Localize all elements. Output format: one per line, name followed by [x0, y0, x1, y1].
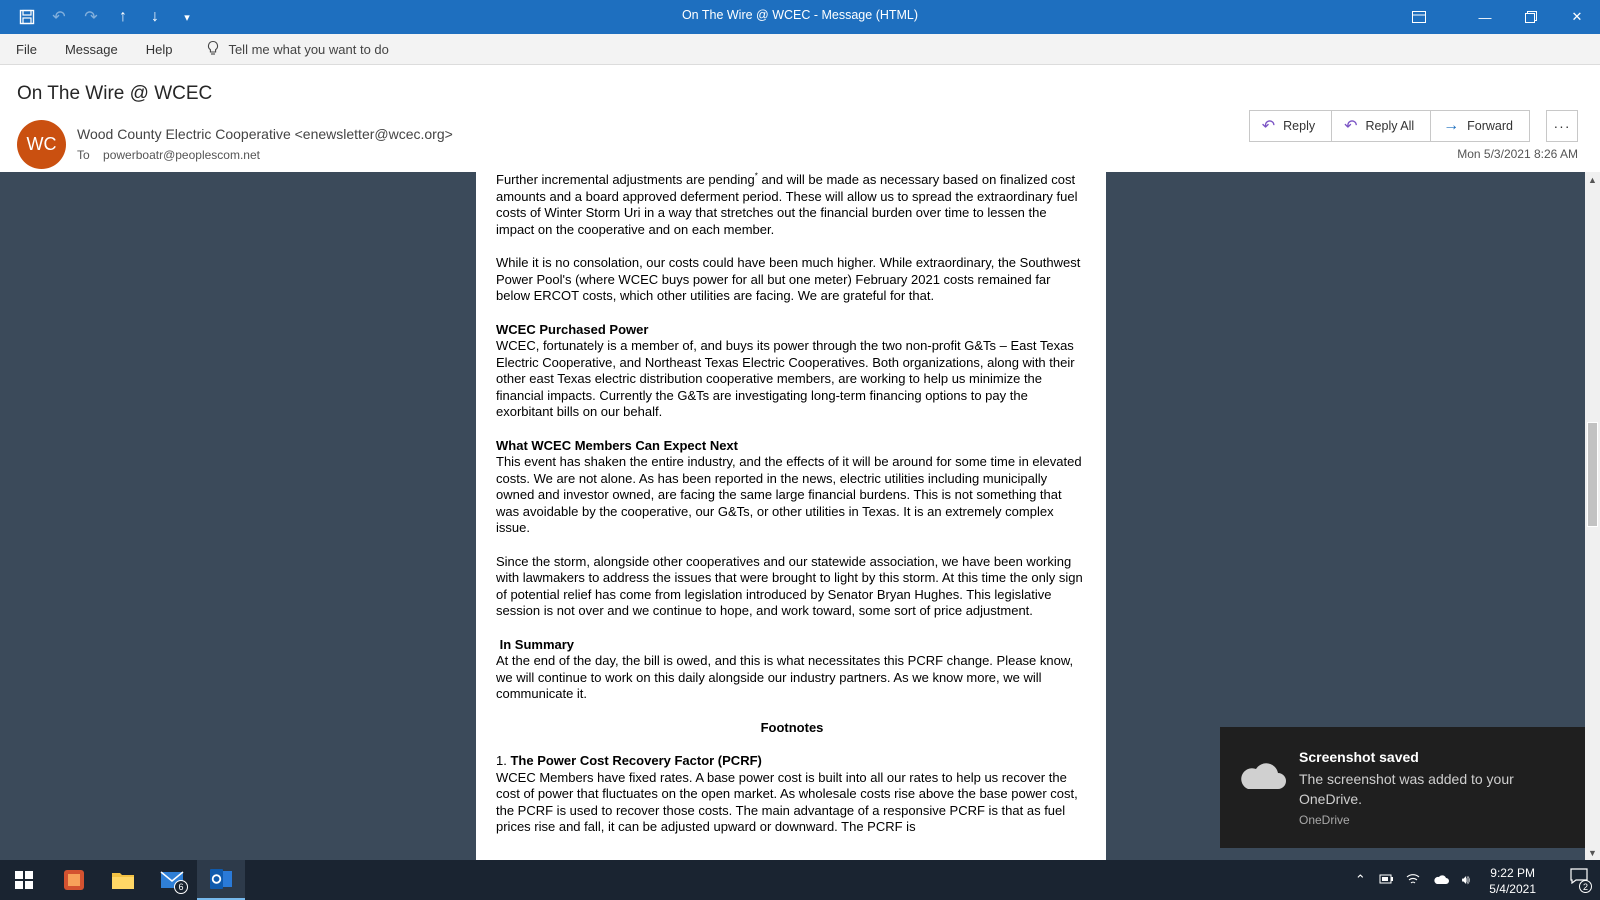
- toast-source: OneDrive: [1299, 813, 1350, 827]
- redo-icon[interactable]: ↷: [84, 9, 98, 26]
- wifi-icon[interactable]: [1406, 873, 1420, 888]
- menu-file[interactable]: File: [16, 41, 37, 57]
- sender[interactable]: Wood County Electric Cooperative <enewsletter@wcec.org>: [77, 126, 453, 142]
- message-header: [0, 65, 1600, 172]
- tell-me-label: Tell me what you want to do: [228, 41, 389, 57]
- more-actions-button[interactable]: ···: [1546, 110, 1578, 142]
- title-bar: [0, 0, 1600, 34]
- paragraph: Since the storm, alongside other cooperatives and our statewide association, we have been working with lawmakers to address the issues that were brought to light by this storm. At this time the only sign of potential relief has come from legislation introduced by Senator Bryan Hughes. This legislative session is not over and we continue to hope, and work toward, some sort of price adjustment.: [496, 553, 1083, 618]
- message-body: [476, 172, 1106, 860]
- taskbar: [0, 860, 1600, 900]
- window-controls: [1396, 0, 1600, 34]
- clock[interactable]: [1489, 865, 1536, 897]
- paragraph: At the end of the day, the bill is owed, and this is what necessitates this PCRF change. Please know, we will continue to work on this daily alongside our industry partners. As we know more, we will communicate it.: [496, 653, 1074, 701]
- forward-icon: →: [1443, 117, 1460, 134]
- mail-app-icon[interactable]: [148, 860, 196, 900]
- outlook-icon[interactable]: [197, 860, 245, 900]
- footnote-text: WCEC Members have fixed rates. A base power cost is built into all our rates to help us recover the cost of power that fluctuates on the open market. As wholesale costs rise above the base power cost, the PCRF is used to recover those costs. The main advantage of a responsive PCRF is that as fuel prices rise and fall, it can be adjusted upward or downward. The PCRF is: [496, 769, 1078, 834]
- menu-help[interactable]: Help: [145, 41, 173, 57]
- reply-all-button[interactable]: [1332, 111, 1431, 141]
- mail-badge: 6: [174, 880, 188, 894]
- paragraph: This event has shaken the entire industry, and the effects of it will be around for some time in elevated costs. We are not alone. As has been reported in the news, electric utilities including municipally owned and investor owned, are facing the same large financial burdens. This is not something that was avoidable by the cooperative, our G&Ts, or other utilities in Texas. It is an extremely complex issue.: [496, 454, 1082, 535]
- toast-title: Screenshot saved: [1299, 749, 1419, 765]
- minimize-icon[interactable]: —: [1478, 9, 1492, 25]
- section: [496, 322, 1088, 421]
- tell-me-search[interactable]: [206, 40, 388, 59]
- previous-item-icon[interactable]: ↑: [119, 8, 127, 25]
- chevron-up-icon[interactable]: ⌃: [1354, 872, 1366, 887]
- vertical-scrollbar[interactable]: [1585, 172, 1600, 860]
- recipient-address[interactable]: powerboatr@peoplescom.net: [103, 148, 260, 162]
- window-title: On The Wire @ WCEC - Message (HTML): [681, 8, 919, 22]
- paragraph: WCEC, fortunately is a member of, and buys its power through the two non-profit G&Ts – East Texas Electric Cooperative, and Northeast Texas Electric Cooperatives. Both organizations, along with their other east Texas electric distribution cooperative members, are working to help us minimize the financial impacts. Currently the G&Ts are investigating long-term financing options to pay the exorbitant bills on our behalf.: [496, 338, 1075, 419]
- forward-label: Forward: [1467, 119, 1513, 133]
- undo-icon[interactable]: ↶: [52, 9, 66, 26]
- section: [496, 438, 1088, 537]
- avatar[interactable]: WC: [17, 120, 66, 169]
- office-app-icon[interactable]: [50, 860, 98, 900]
- onedrive-tray-icon[interactable]: [1433, 873, 1449, 888]
- menu-bar: [0, 34, 1600, 65]
- restore-icon[interactable]: [1508, 0, 1554, 34]
- recipient-line: [77, 148, 260, 162]
- reply-button[interactable]: [1250, 111, 1332, 141]
- reply-all-icon: ↶: [1344, 118, 1358, 135]
- paragraph: Further incremental adjustments are pending* and will be made as necessary based on finalized cost amounts and a board approved deferment period. These will allow us to spread the extraordinary fuel costs of Winter Storm Uri in a way that stretches out the financial burden over time to lessen the impact on the cooperative and on each member.: [496, 172, 1078, 237]
- response-actions: [1249, 110, 1530, 142]
- footnote: 1. The Power Cost Recovery Factor (PCRF) WCEC Members have fixed rates. A base power cost is built into all our rates to help us recover the cost of power that fluctuates on the open market. As wholesale costs rise above the base power cost, the PCRF is used to recover those costs. The main advantage of a responsive PCRF is that as fuel prices rise and fall, it can be adjusted upward or downward. The PCRF is: [496, 753, 1078, 834]
- paragraph: While it is no consolation, our costs could have been much higher. While extraordinary, the Southwest Power Pool's (where WCEC buys power for all but one meter) February 2021 costs remained far below ERCOT costs, which other utilities are facing. We are grateful for that.: [496, 255, 1081, 303]
- toast-body: The screenshot was added to your OneDrive.: [1299, 771, 1514, 807]
- menu-message[interactable]: Message: [64, 41, 118, 57]
- ribbon-display-options-icon[interactable]: [1396, 0, 1442, 34]
- onedrive-toast[interactable]: [1220, 727, 1585, 848]
- section: [496, 637, 1088, 703]
- file-explorer-icon[interactable]: [99, 860, 147, 900]
- action-center-icon[interactable]: [1570, 868, 1588, 892]
- customize-toolbar-icon[interactable]: ▾: [184, 11, 190, 24]
- volume-icon[interactable]: 🔊︎: [1461, 872, 1470, 887]
- scroll-thumb[interactable]: [1587, 422, 1598, 527]
- battery-icon[interactable]: [1379, 873, 1393, 888]
- to-label: To: [77, 148, 90, 162]
- cloud-icon: [1236, 759, 1286, 796]
- reply-label: Reply: [1283, 119, 1316, 133]
- footnote-title: The Power Cost Recovery Factor (PCRF): [510, 753, 762, 768]
- message-date: Mon 5/3/2021 8:26 AM: [1457, 147, 1578, 161]
- reply-all-label: Reply All: [1365, 119, 1415, 133]
- start-icon[interactable]: [0, 860, 48, 900]
- clock-date: 5/4/2021: [1489, 882, 1536, 896]
- section-heading: WCEC Purchased Power: [496, 321, 649, 337]
- next-item-icon[interactable]: ↓: [151, 8, 159, 25]
- clock-time: 9:22 PM: [1490, 866, 1535, 880]
- system-tray: [1355, 860, 1470, 900]
- scroll-up-icon[interactable]: ▲: [1588, 174, 1597, 185]
- lightbulb-icon: [206, 40, 220, 59]
- notification-count: 2: [1579, 880, 1592, 893]
- close-icon[interactable]: ✕: [1571, 9, 1583, 24]
- section-heading: In Summary: [496, 636, 575, 652]
- scroll-down-icon[interactable]: ▼: [1588, 847, 1597, 858]
- message-subject: On The Wire @ WCEC: [17, 83, 213, 104]
- section-heading: What WCEC Members Can Expect Next: [496, 437, 738, 453]
- footnotes-heading: Footnotes: [760, 719, 824, 735]
- forward-button[interactable]: [1431, 111, 1529, 141]
- reply-icon: ↶: [1261, 118, 1276, 135]
